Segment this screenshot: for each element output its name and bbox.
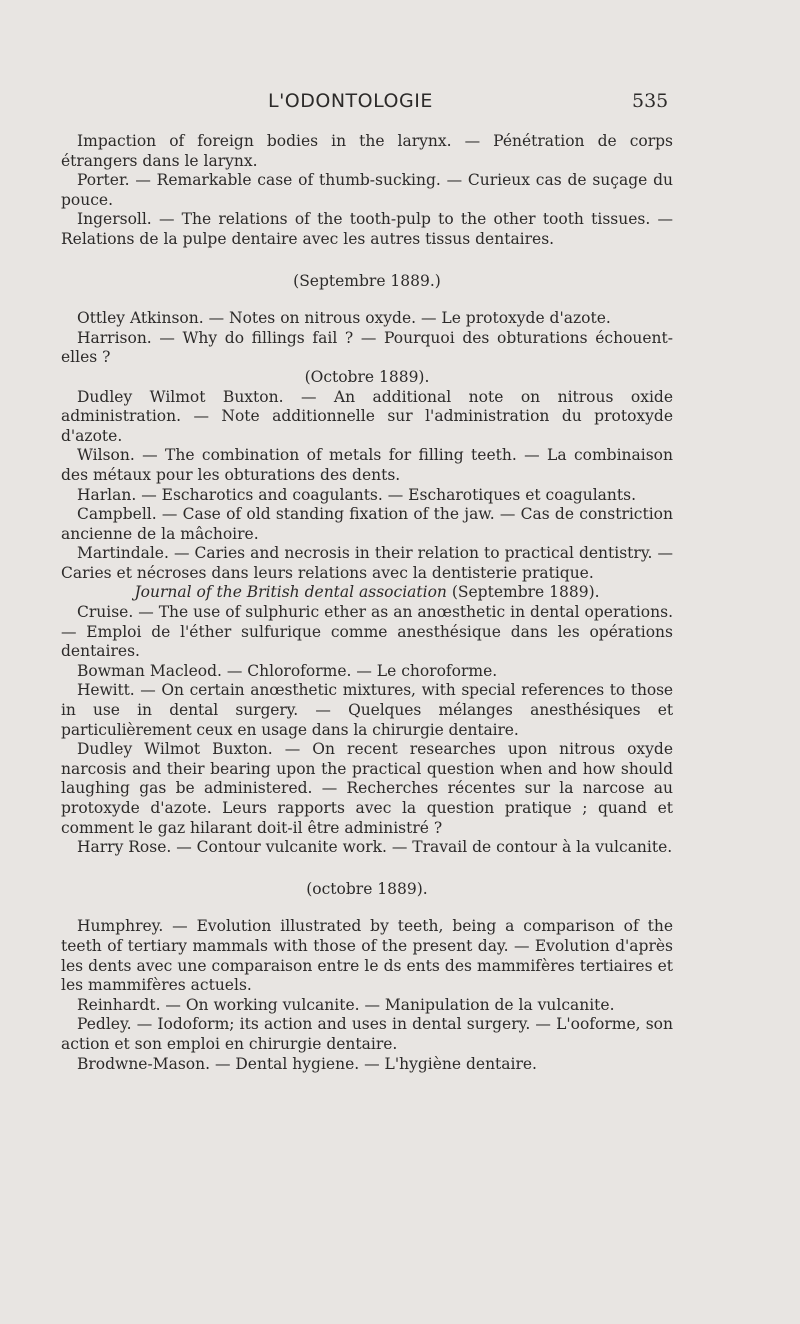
entry-harry-rose: Harry Rose. — Contour vulcanite work. — Travail de contour à la vulcanite. (77, 838, 673, 857)
entry-pedley: Pedley. — Iodoform; its action and uses in dental surgery. — L'ooforme, son action et son emploi en chirurgie dentaire. (61, 1015, 673, 1053)
page-number: 535 (632, 90, 669, 112)
entry-impaction: Impaction of foreign bodies in the larynx. — Pénétration de corps étrangers dans le larynx. (61, 132, 673, 170)
page-header (0, 90, 800, 118)
journal-title: Journal of the British dental association (134, 583, 447, 602)
entry-ingersoll: Ingersoll. — The relations of the tooth-pulp to the other tooth tissues. — Relations de la pulpe dentaire avec les autres tissus dentaires. (61, 210, 673, 248)
entry-hewitt: Hewitt. — On certain anœsthetic mixtures, with special references to those in use in dental surgery. — Quelques mélanges anesthésiques et particulièrement ceux en usage dans la chirurgie dentaire. (61, 681, 673, 739)
entry-harlan: Harlan. — Escharotics and coagulants. — Escharotiques et coagulants. (77, 485, 637, 504)
entry-brodwne-mason: Brodwne-Mason. — Dental hygiene. — L'hygiène dentaire. (77, 1054, 537, 1073)
bibliography-text (61, 132, 673, 1074)
entry-harrison: Harrison. — Why do fillings fail ? — Pourquoi des obturations échouent-elles ? (61, 328, 673, 367)
entry-campbell: Campbell. — Case of old standing fixation of the jaw. — Cas de constriction ancienne de la mâchoire. (61, 505, 673, 543)
entry-humphrey: Humphrey. — Evolution illustrated by teeth, being a comparison of the teeth of tertiary mammals with those of the present day. — Evolution d'après les dents avec une comparaison entre le ds ents des mammifères tertiaires et les mammifères actuels. (61, 917, 673, 995)
journal-date: (Septembre 1889). (451, 583, 600, 602)
entry-martindale: Martindale. — Caries and necrosis in their relation to practical dentistry. — Caries et nécroses dans leurs relations avec la dentisterie pratique. (61, 544, 673, 582)
journal-heading (61, 583, 673, 603)
entry-porter: Porter. — Remarkable case of thumb-sucking. — Curieux cas de suçage du pouce. (61, 171, 673, 209)
section-date-september: (Septembre 1889.) (293, 271, 441, 290)
entry-cruise: Cruise. — The use of sulphuric ether as an anœsthetic in dental operations. — Emploi de l'éther sulfurique comme anesthésique dans les opérations dentaires. (61, 603, 673, 661)
entry-bowman-macleod: Bowman Macleod. — Chloroforme. — Le choroforme. (77, 661, 498, 680)
entry-ottley-atkinson: Ottley Atkinson. — Notes on nitrous oxyde. — Le protoxyde d'azote. (77, 309, 611, 328)
entry-dudley-wilmot-buxton-1: Dudley Wilmot Buxton. — An additional note on nitrous oxide administration. — Note additionnelle sur l'administration du protoxyde d'azote. (61, 387, 673, 445)
entry-wilson: Wilson. — The combination of metals for filling teeth. — La combinaison des métaux pour les obturations des dents. (61, 446, 673, 484)
running-title: L'ODONTOLOGIE (268, 90, 433, 112)
entry-reinhardt: Reinhardt. — On working vulcanite. — Manipulation de la vulcanite. (77, 995, 615, 1014)
section-date-october: (Octobre 1889). (304, 367, 430, 386)
section-date-october-lower: (octobre 1889). (306, 879, 428, 898)
entry-dudley-wilmot-buxton-2: Dudley Wilmot Buxton. — On recent researches upon nitrous oxyde narcosis and their bearing upon the practical question when and how should laughing gas be administered. — Recherches récentes sur la narcose au protoxyde d'azote. Leurs rapports avec la question pratique ; quand et comment le gaz hilarant doit-il être administré ? (61, 740, 673, 837)
